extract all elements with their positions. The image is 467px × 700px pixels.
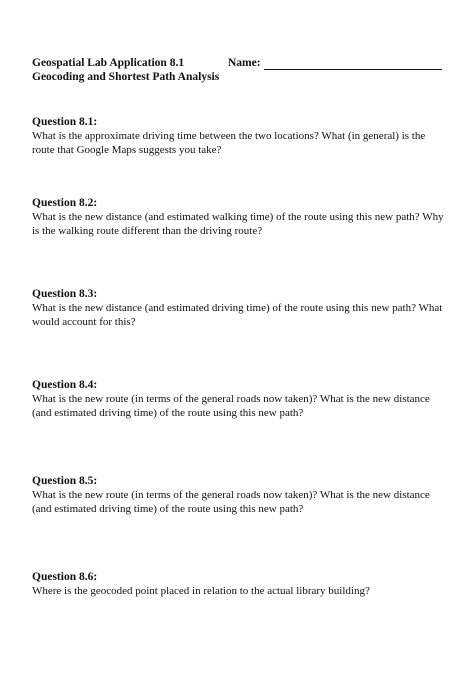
lab-subtitle: Geocoding and Shortest Path Analysis <box>32 71 220 83</box>
name-label: Name: <box>228 57 261 69</box>
question-text: What is the approximate driving time between the two locations? What (in general) is the route that Google Maps suggests you take? <box>32 130 426 156</box>
question-8-2 <box>32 197 444 238</box>
question-label: Question 8.5: <box>32 475 98 487</box>
question-8-1 <box>32 116 444 157</box>
name-blank-line <box>264 59 442 70</box>
question-8-3 <box>32 288 444 329</box>
question-label: Question 8.1: <box>32 116 98 128</box>
question-label: Question 8.6: <box>32 571 98 583</box>
question-text: What is the new distance (and estimated walking time) of the route using this new path? Why is the walking route different than the driving route? <box>32 211 444 237</box>
question-8-5 <box>32 475 444 516</box>
question-text: What is the new distance (and estimated driving time) of the route using this new path? What would account for this? <box>32 302 443 328</box>
question-text: Where is the geocoded point placed in relation to the actual library building? <box>32 585 370 597</box>
question-label: Question 8.2: <box>32 197 98 209</box>
question-label: Question 8.3: <box>32 288 98 300</box>
question-label: Question 8.4: <box>32 379 98 391</box>
lab-title: Geospatial Lab Application 8.1 <box>32 57 185 69</box>
name-field <box>228 56 442 70</box>
question-text: What is the new route (in terms of the general roads now taken)? What is the new distance (and estimated driving time) of the route using this new path? <box>32 393 430 419</box>
question-text: What is the new route (in terms of the general roads now taken)? What is the new distance (and estimated driving time) of the route using this new path? <box>32 489 430 515</box>
question-8-4 <box>32 379 444 420</box>
question-8-6 <box>32 571 444 599</box>
